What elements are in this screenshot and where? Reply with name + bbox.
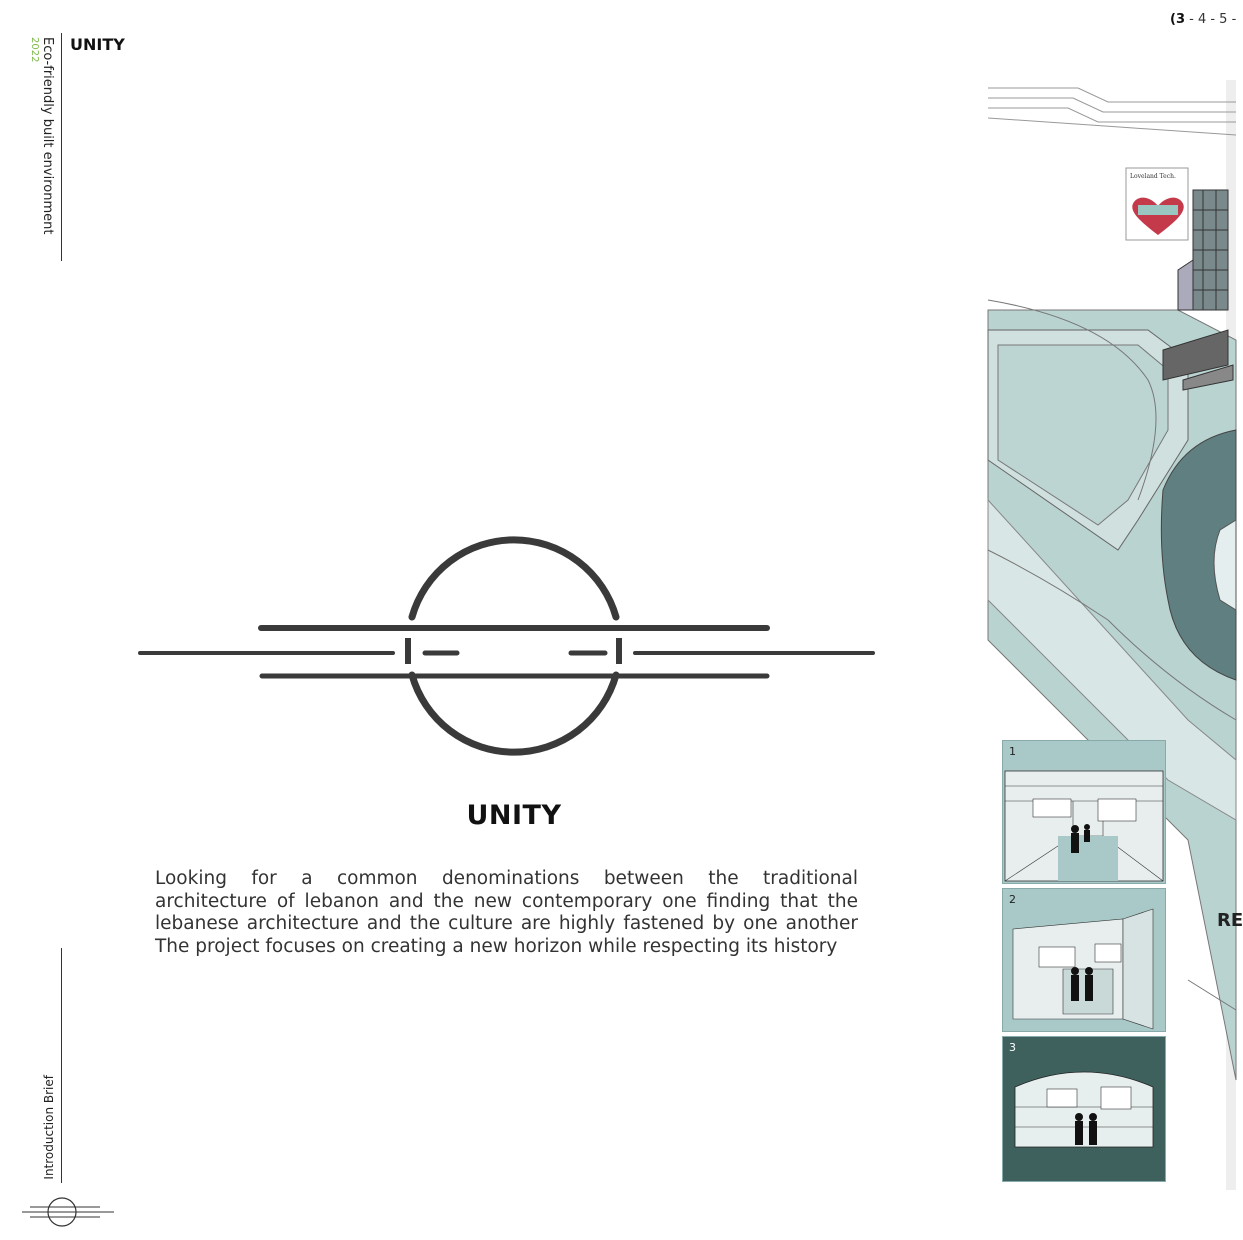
project-label: UNITY (70, 35, 125, 54)
spine-divider-top (61, 33, 62, 261)
subject-label: Eco-friendly built environment (40, 37, 55, 235)
next-page-heading-cut: RE (1217, 910, 1243, 931)
storyboard-1-scene-icon (1003, 741, 1165, 883)
mini-logo-icon (22, 1196, 114, 1228)
storyboard-2-scene-icon (1003, 889, 1165, 1031)
storyboard-panel-2 (1002, 888, 1166, 1032)
paragraph-line-4: The project focuses on creating a new horizon while respecting its history (155, 935, 838, 957)
year-label: 2022 (29, 37, 40, 63)
storyboard-number-2: 2 (1009, 893, 1016, 906)
unity-logo-icon (135, 540, 880, 770)
paragraph-line-3: lebanese architecture and the culture are highly fastened by one another (155, 913, 858, 934)
section-label: Introduction Brief (42, 1075, 56, 1180)
page-numbers (1170, 12, 1236, 27)
spine-divider-bottom (61, 948, 62, 1183)
storyboard-panel-1 (1002, 740, 1166, 884)
current-page-number: (3 (1170, 12, 1185, 27)
storyboard-number-1: 1 (1009, 745, 1016, 758)
intro-paragraph (155, 868, 858, 958)
paragraph-line-1: Looking for a common denominations between the traditional (155, 868, 858, 889)
storyboard-number-3: 3 (1009, 1041, 1016, 1054)
storyboard-panel-3 (1002, 1036, 1166, 1182)
paragraph-line-2: architecture of lebanon and the new contemporary one finding that the (155, 890, 858, 912)
main-title: UNITY (466, 800, 562, 831)
storyboard-3-scene-icon (1003, 1037, 1165, 1181)
svg-text:Loveland Tech.: Loveland Tech. (1130, 173, 1176, 180)
other-page-numbers: - 4 - 5 - (1185, 12, 1237, 27)
